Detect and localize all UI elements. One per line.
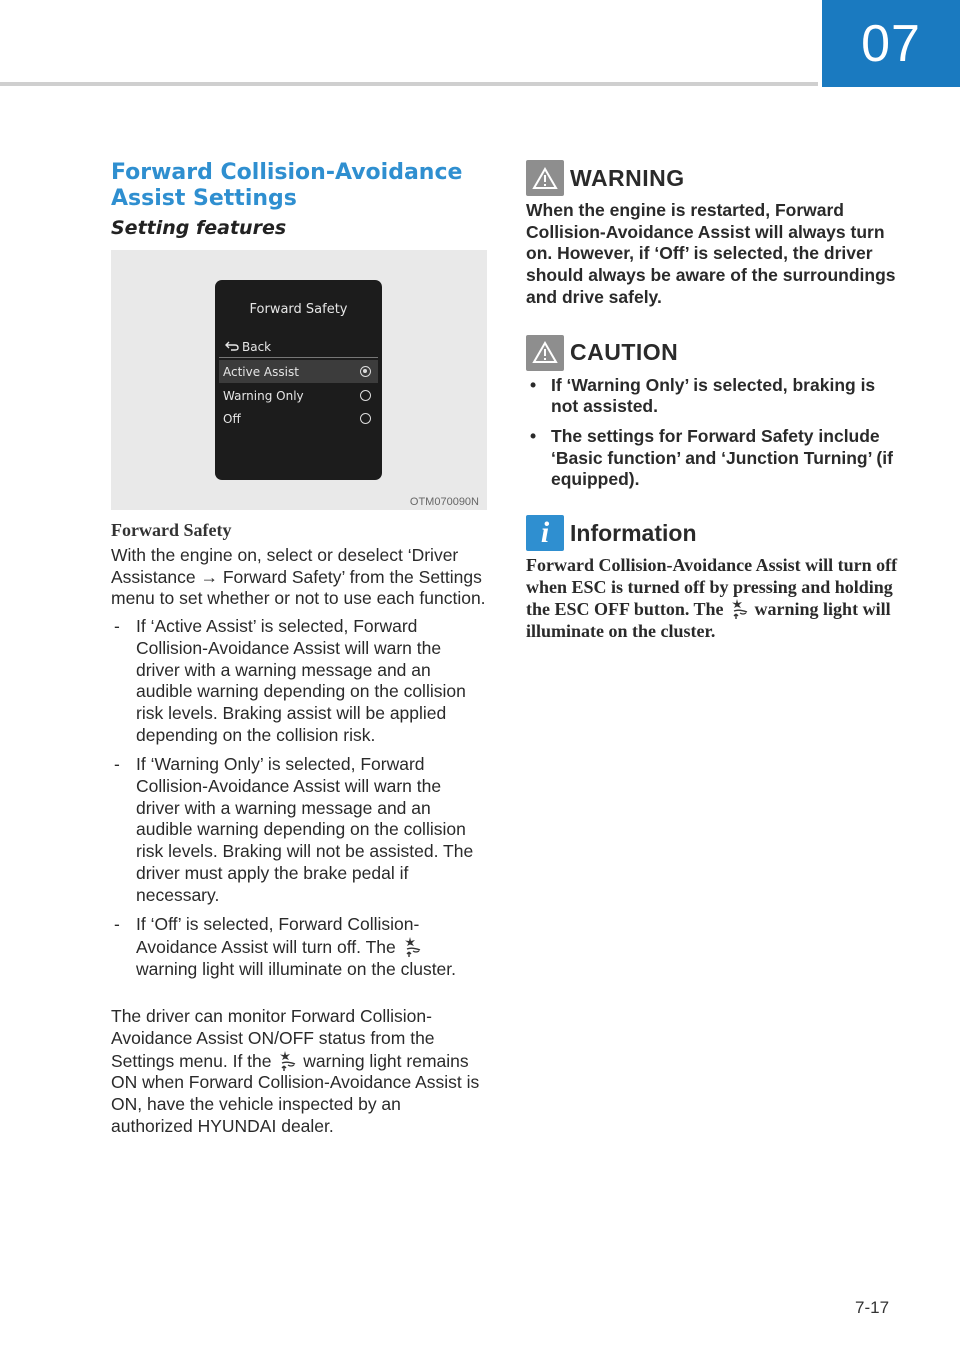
subsection-title: Setting features bbox=[111, 217, 287, 239]
list-item: - If ‘Off’ is selected, Forward Collision-Avoidance Assist will turn off. The warning light will illuminate on the cluster. bbox=[114, 914, 457, 979]
left-column bbox=[111, 160, 487, 1138]
monitor-text: The driver can monitor Forward Collision-Avoidance Assist ON/OFF status from the Settings menu. If the warning light remains ON when Forward Collision-Avoidance Assist is ON, have the vehicle inspected by an authorized HYUNDAI dealer. bbox=[111, 1006, 480, 1136]
radio-selected-icon bbox=[360, 366, 371, 377]
section-title-line2: Assist Settings bbox=[111, 186, 297, 211]
section-title bbox=[111, 160, 487, 212]
right-column bbox=[526, 160, 906, 642]
radio-unselected-icon bbox=[360, 413, 371, 424]
page-number: 7-17 bbox=[855, 1298, 890, 1317]
warning-title: WARNING bbox=[570, 164, 685, 191]
collision-warning-light-icon bbox=[401, 936, 423, 958]
list-item: • If ‘Warning Only’ is selected, braking is not assisted. bbox=[530, 374, 876, 417]
chapter-number: 07 bbox=[861, 14, 921, 73]
settings-figure bbox=[111, 250, 487, 510]
caution-header bbox=[526, 335, 906, 371]
warning-header bbox=[526, 160, 906, 196]
option-off bbox=[219, 407, 378, 430]
option-warning-only bbox=[219, 384, 378, 407]
chapter-tab bbox=[822, 0, 960, 87]
warning-triangle-icon bbox=[526, 160, 564, 196]
header-rule bbox=[0, 82, 818, 86]
screen-divider bbox=[219, 357, 378, 358]
information-text: Forward Collision-Avoidance Assist will turn off when ESC is turned off by pressing and holding the ESC OFF button. The warning light will illuminate on the cluster. bbox=[526, 555, 898, 641]
screen-title: Forward Safety bbox=[249, 302, 348, 317]
information-header bbox=[526, 515, 906, 551]
back-label: Back bbox=[242, 340, 272, 354]
radio-unselected-icon bbox=[360, 390, 371, 401]
warning-text: When the engine is restarted, Forward Collision-Avoidance Assist will always turn on. However, if ‘Off’ is selected, the driver should always be aware of the surroundings and drive safely. bbox=[526, 200, 896, 307]
information-title: Information bbox=[570, 519, 697, 546]
section-title-line1: Forward Collision-Avoidance bbox=[111, 160, 463, 185]
forward-safety-heading: Forward Safety bbox=[111, 520, 232, 540]
option-label: Off bbox=[223, 411, 241, 426]
list-item: • The settings for Forward Safety include ‘Basic function’ and ‘Junction Turning’ (if equipped). bbox=[530, 425, 893, 490]
option-active-assist bbox=[219, 360, 378, 383]
option-label: Active Assist bbox=[223, 364, 299, 379]
list-item: - If ‘Active Assist’ is selected, Forward Collision-Avoidance Assist will warn the driver with a warning message and an audible warning depending on the collision risk levels. Braking assist will be applied depending on the collision risk. bbox=[114, 616, 466, 745]
list-item: - If ‘Warning Only’ is selected, Forward Collision-Avoidance Assist will warn the driver with a warning message and an audible warning depending on the collision risk levels. Braking will not be assisted. The driver must apply the brake pedal if necessary. bbox=[114, 754, 474, 905]
option-description-list bbox=[111, 616, 487, 980]
info-icon: i bbox=[526, 515, 564, 551]
caution-list bbox=[526, 375, 906, 492]
intro-text: With the engine on, select or deselect ‘Driver Assistance → Forward Safety’ from the Settings menu to set whether or not to use each function. bbox=[111, 545, 486, 609]
back-arrow-icon bbox=[225, 340, 239, 354]
cluster-screen bbox=[215, 280, 382, 480]
caution-title: CAUTION bbox=[570, 339, 679, 366]
figure-code: OTM070090N bbox=[409, 496, 479, 508]
option-label: Warning Only bbox=[223, 388, 304, 403]
collision-warning-light-icon bbox=[728, 598, 750, 620]
collision-warning-light-icon bbox=[276, 1050, 298, 1072]
screen-back-item bbox=[225, 340, 271, 354]
warning-triangle-icon bbox=[526, 335, 564, 371]
